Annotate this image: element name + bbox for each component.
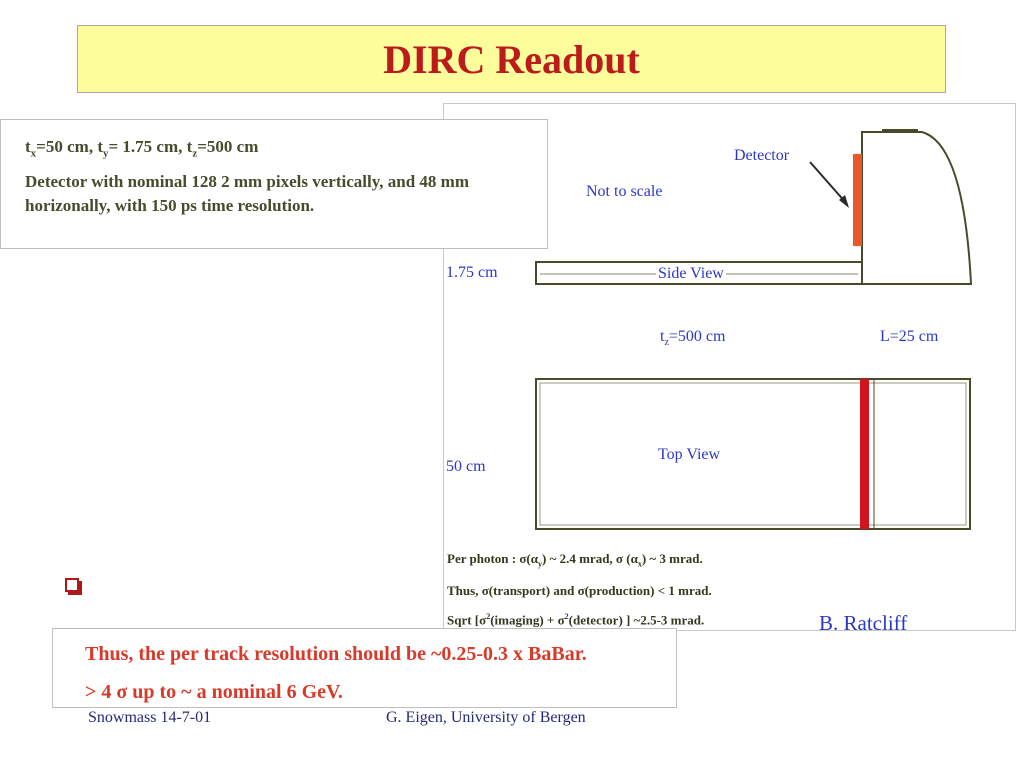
thickness-label: 1.75 cm <box>446 264 498 281</box>
parameters-box <box>0 119 548 249</box>
note3-sup1: 2 <box>486 611 491 621</box>
slide-title: DIRC Readout <box>383 36 640 82</box>
readout-plane-top <box>860 379 869 529</box>
detector-plane-side <box>853 154 862 246</box>
note1-c: ) ~ 3 mrad. <box>641 551 703 566</box>
top-view-label: Top View <box>658 446 721 463</box>
dimensions-line <box>25 134 547 166</box>
note3-a: Sqrt [σ <box>447 611 487 627</box>
tz-value: =500 cm <box>668 328 726 345</box>
tz-label <box>660 328 725 348</box>
note1-b: ) ~ 2.4 mrad, σ (α <box>542 551 638 566</box>
tx-symbol: t <box>25 137 31 156</box>
detector-arrow <box>810 162 847 204</box>
author-credit: B. Ratcliff <box>819 611 908 635</box>
conclusion-line-2: > 4 σ up to ~ a nominal 6 GeV. <box>85 681 343 703</box>
photon-note-line-2: Thus, σ(transport) and σ(production) < 1 mrad. <box>447 582 712 598</box>
footer-event: Snowmass 14-7-01 <box>88 709 212 726</box>
ty-subscript: y <box>103 147 109 160</box>
ty-symbol: t <box>97 137 103 156</box>
width-label: 50 cm <box>446 458 486 475</box>
detector-label: Detector <box>734 147 790 164</box>
expansion-volume-outline <box>862 132 971 284</box>
tz-symbol: t <box>660 328 665 345</box>
note1-sub1: y <box>538 559 542 569</box>
conclusion-line-1: Thus, the per track resolution should be ~0.25-0.3 x BaBar. <box>85 643 587 665</box>
photon-note-line-1 <box>447 546 712 578</box>
note3-b: (imaging) + σ <box>490 611 565 627</box>
checkbox-bullet-icon <box>65 578 79 592</box>
note3-c: (detector) ] ~2.5-3 mrad. <box>568 611 705 627</box>
note1-sub2: x <box>637 559 642 569</box>
title-banner <box>77 25 946 93</box>
tx-value: =50 cm, <box>36 137 98 156</box>
photon-resolution-notes <box>447 546 712 633</box>
length-label: L=25 cm <box>880 328 939 345</box>
tz-param-subscript: z <box>192 147 198 160</box>
note1-a: Per photon : σ(α <box>447 551 538 566</box>
top-view-outline <box>536 379 970 529</box>
footer-author: G. Eigen, University of Bergen <box>386 709 586 726</box>
not-to-scale-label: Not to scale <box>586 183 663 200</box>
conclusion-box <box>52 628 677 708</box>
tz-subscript: z <box>664 337 669 349</box>
note3-sup2: 2 <box>564 611 569 621</box>
tx-subscript: x <box>30 147 37 160</box>
ty-value: = 1.75 cm, <box>108 137 187 156</box>
tz-param-symbol: t <box>186 137 193 156</box>
detector-description: Detector with nominal 128 2 mm pixels vertically, and 48 mm horizonally, with 150 ps time resolution. <box>25 172 470 216</box>
side-view-label: Side View <box>658 265 724 282</box>
top-view-inner-outline <box>540 383 966 525</box>
tz-param-value: =500 cm <box>197 137 259 156</box>
